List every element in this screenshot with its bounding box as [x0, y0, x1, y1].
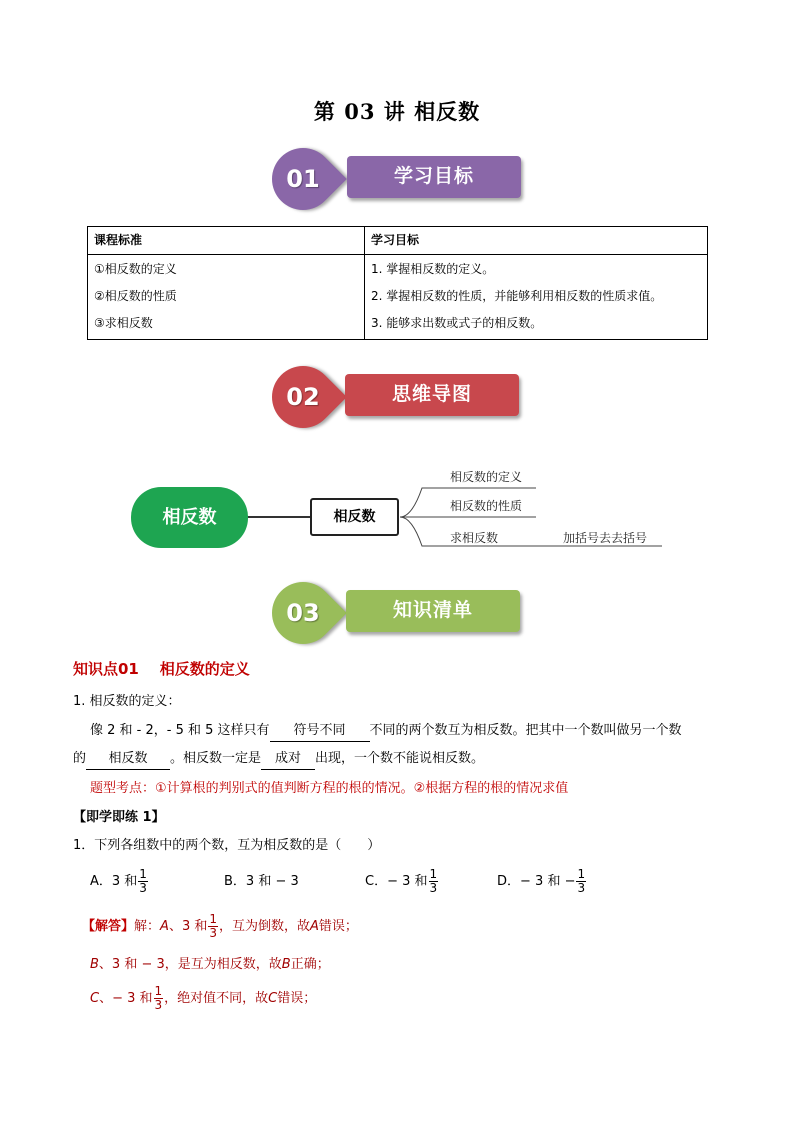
- goal-item: 1. 掌握相反数的定义。: [371, 262, 495, 276]
- option-a: [90, 868, 149, 896]
- table-header-standard: 课程标准: [88, 227, 365, 255]
- text-span: B: [90, 957, 99, 972]
- text-span: A: [310, 919, 319, 934]
- table-cell-standards: [88, 255, 365, 340]
- mindmap-root: 相反数: [131, 487, 248, 548]
- goal-item: 2. 掌握相反数的性质，并能够利用相反数的性质求值。: [371, 289, 663, 303]
- fraction-denominator: 3: [209, 926, 217, 940]
- answer-label: 【解答】: [82, 919, 135, 934]
- fraction-denominator: 3: [429, 881, 438, 895]
- text-span: C: [90, 991, 100, 1006]
- text-span: 的: [73, 751, 87, 766]
- fraction-numerator: 1: [139, 867, 147, 881]
- standard-item: ②相反数的性质: [94, 289, 177, 303]
- section-02-number: 02: [286, 383, 320, 411]
- section-03-number: 03: [286, 599, 320, 627]
- answer-line-3: [90, 984, 316, 1014]
- text-span: 错误；: [277, 991, 317, 1006]
- section-02-header: [272, 366, 522, 428]
- text-span: 解：: [134, 919, 161, 934]
- definition-line-1: [90, 721, 682, 742]
- text-span: B: [281, 957, 291, 972]
- text-span: A: [160, 919, 169, 934]
- fraction: [429, 868, 439, 895]
- text-span: 、− 3 和: [99, 991, 153, 1006]
- section-03-header: [272, 582, 522, 644]
- definition-label: 1. 相反数的定义：: [73, 694, 181, 709]
- fraction: [576, 868, 586, 895]
- page-title: 第 03 讲 相反数: [313, 99, 481, 124]
- section-01-number: 01: [286, 165, 320, 193]
- fraction-denominator: 3: [139, 881, 147, 895]
- answer-line-1: [82, 912, 358, 942]
- text-span: 错误；: [318, 919, 358, 934]
- answer-line-2: [90, 955, 330, 975]
- fraction-numerator: 1: [429, 867, 438, 881]
- mindmap-leaf-definition: 相反数的定义: [450, 470, 523, 484]
- text-span: 不同的两个数互为相反数。把其中一个数叫做另一个数: [369, 723, 682, 738]
- question-1-stem: 1．下列各组数中的两个数，互为相反数的是（ ）: [73, 838, 381, 853]
- text-span: 像 2 和 - 2，- 5 和 5 这样只有: [90, 723, 270, 738]
- fraction-numerator: 1: [209, 912, 217, 926]
- definition-line-2: [73, 749, 484, 770]
- text-span: 、3 和 − 3，是互为相反数，故: [98, 957, 282, 972]
- goals-table: [87, 226, 708, 340]
- fraction-numerator: 1: [577, 867, 586, 881]
- option-text: C．− 3 和: [365, 874, 428, 889]
- section-01-header: [272, 148, 522, 210]
- mindmap-leaf-find: 求相反数: [450, 531, 499, 545]
- text-span: 正确；: [290, 957, 330, 972]
- text-span: 出现，一个数不能说相反数。: [315, 751, 485, 766]
- fraction-numerator: 1: [154, 984, 163, 998]
- text-span: 。相反数一定是: [170, 751, 262, 766]
- section-03-label: 知识清单: [346, 590, 520, 632]
- text-span: 、3 和: [168, 919, 208, 934]
- table-header-goals: 学习目标: [365, 227, 708, 255]
- blank-answer: 相反数: [86, 749, 170, 770]
- standard-item: ①相反数的定义: [94, 262, 177, 276]
- blank-answer: 成对: [261, 749, 315, 770]
- section-01-label: 学习目标: [347, 156, 521, 198]
- question-type-tip: 题型考点：①计算根的判别式的值判断方程的根的情况。②根据方程的根的情况求值: [90, 781, 569, 796]
- fraction: [154, 985, 164, 1012]
- mindmap-node: 相反数: [310, 498, 399, 536]
- option-d: [497, 868, 587, 896]
- fraction: [138, 868, 148, 895]
- mindmap-leaf-property: 相反数的性质: [450, 499, 523, 513]
- blank-answer: 符号不同: [270, 721, 370, 742]
- fraction-denominator: 3: [577, 881, 586, 895]
- text-span: ，互为倒数，故: [218, 919, 310, 934]
- knowledge-point-title: 知识点01 相反数的定义: [73, 660, 250, 678]
- option-text: A．3 和: [90, 874, 138, 889]
- text-span: C: [268, 991, 278, 1006]
- goal-item: 3. 能够求出数或式子的相反数。: [371, 316, 543, 330]
- standard-item: ③求相反数: [94, 316, 153, 330]
- fraction: [208, 913, 218, 940]
- option-text: D．− 3 和 −: [497, 874, 576, 889]
- table-cell-goals: [365, 255, 708, 340]
- section-02-label: 思维导图: [345, 374, 519, 416]
- mindmap-leaf-brackets: 加括号去去括号: [563, 531, 648, 545]
- fraction-denominator: 3: [154, 998, 163, 1012]
- text-span: ，绝对值不同，故: [164, 991, 269, 1006]
- mindmap-connector: [246, 516, 310, 518]
- option-b: B．3 和 − 3: [224, 874, 299, 889]
- option-c: [365, 868, 439, 896]
- practice-label: 【即学即练 1】: [73, 810, 165, 825]
